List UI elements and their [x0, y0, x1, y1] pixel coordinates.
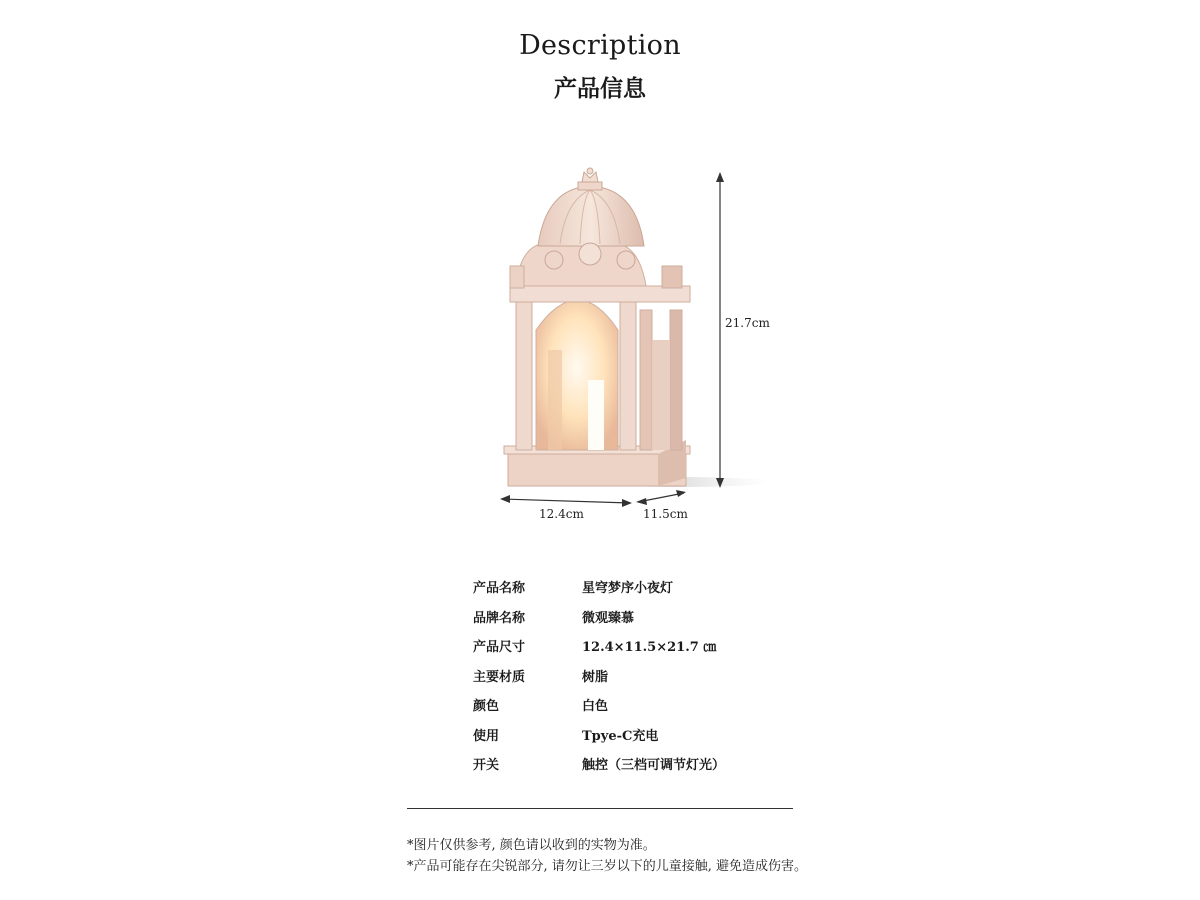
page-title-en: Description	[519, 30, 681, 61]
spec-row	[473, 690, 813, 720]
safety-note: *产品可能存在尖锐部分, 请勿让三岁以下的儿童接触, 避免造成伤害。	[407, 859, 808, 874]
spec-row	[473, 572, 813, 602]
spec-label: 产品名称	[473, 581, 526, 597]
night-lamp-illustration	[480, 160, 800, 530]
disclaimer-note: *图片仅供参考, 颜色请以收到的实物为准。	[407, 838, 656, 853]
spec-label: 主要材质	[473, 669, 526, 685]
width-label: 12.4cm	[539, 507, 584, 521]
spec-row	[473, 602, 813, 632]
product-figure	[480, 160, 800, 530]
depth-label: 11.5cm	[643, 507, 688, 521]
spec-label: 品牌名称	[473, 610, 526, 626]
spec-label: 产品尺寸	[473, 640, 526, 656]
spec-row	[473, 631, 813, 661]
spec-value: Tpye-C充电	[582, 728, 659, 744]
divider	[407, 808, 793, 809]
height-label: 21.7cm	[725, 316, 770, 330]
spec-row	[473, 749, 813, 779]
spec-label: 开关	[473, 758, 500, 774]
spec-value: 12.4×11.5×21.7 ㎝	[582, 640, 717, 656]
spec-value: 白色	[582, 699, 609, 715]
page-title-cn: 产品信息	[554, 75, 646, 102]
spec-value: 星穹梦序小夜灯	[582, 581, 674, 597]
spec-label: 颜色	[473, 699, 500, 715]
spec-label: 使用	[473, 728, 500, 744]
spec-row	[473, 661, 813, 691]
spec-value: 微观臻慕	[582, 610, 635, 626]
spec-value: 树脂	[582, 669, 609, 685]
spec-value: 触控（三档可调节灯光）	[582, 758, 726, 774]
spec-table	[473, 572, 813, 779]
spec-row	[473, 720, 813, 750]
